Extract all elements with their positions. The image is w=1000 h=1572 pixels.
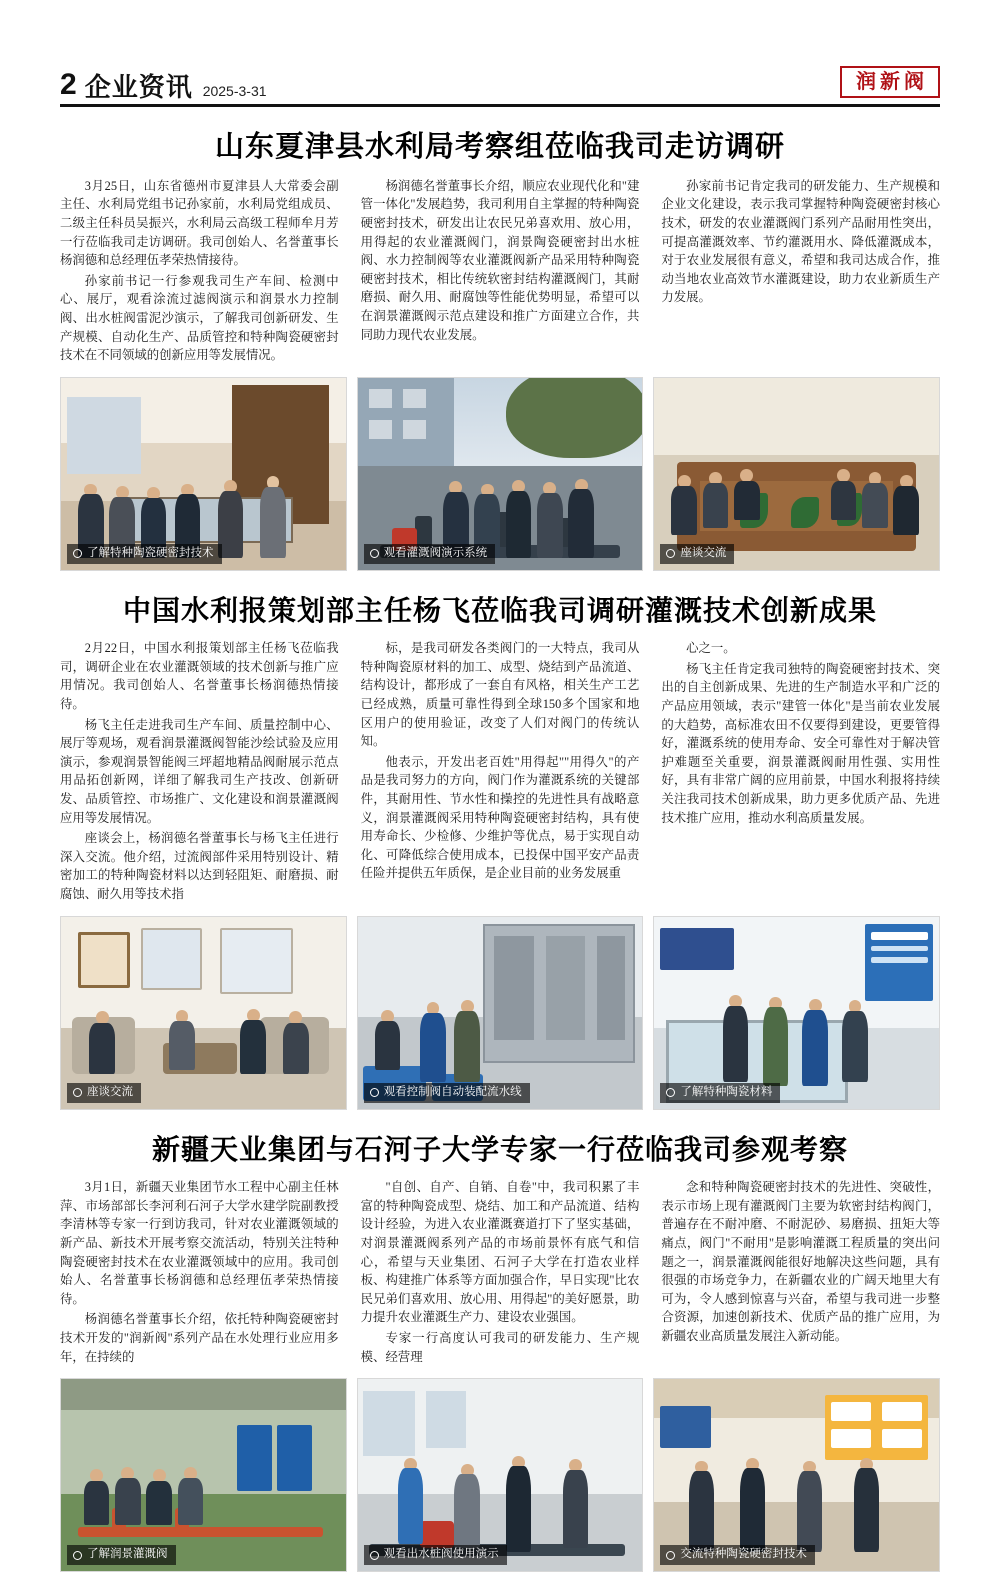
- caption-text: 座谈交流: [87, 1085, 133, 1098]
- photo-factory-line: [357, 916, 644, 1110]
- caption-dot-icon: [370, 1551, 379, 1560]
- caption-dot-icon: [370, 1088, 379, 1097]
- photo-caption: [67, 1545, 176, 1565]
- article-2-col-3: [661, 639, 940, 906]
- article-2-col-1: [60, 639, 339, 906]
- article-1-col-3: [661, 177, 940, 367]
- newspaper-page: [0, 42, 1000, 1561]
- masthead: [60, 42, 940, 107]
- photo-outdoor-demo: [60, 1378, 347, 1572]
- caption-text: 了解特种陶瓷材料: [680, 1085, 773, 1098]
- article-2-headline: 中国水利报策划部主任杨飞莅临我司调研灌溉技术创新成果: [122, 594, 877, 626]
- article-1-col-1: [60, 177, 339, 367]
- article-3-col-2: [361, 1178, 640, 1368]
- article-2: [60, 587, 940, 1110]
- photo-caption: [67, 1083, 141, 1103]
- caption-dot-icon: [73, 549, 82, 558]
- paragraph: 念和特种陶瓷硬密封技术的先进性、突破性，表示市场上现有灌溉阀门主要为软密封结构阀门，普遍存在不耐冲磨、不耐泥砂、易磨损、扭矩大等痛点，阀门"不耐用"是影响灌溉工程质量的突出问题之一，润景灌溉阀能很好地解决这些问题，具有很强的市场竞争力，在新疆农业的广阔天地里大有可为，令人感到惊喜与兴奋，希望与我司进一步整合资源，加速创新技术、优质产品的推广应用，为新疆农业高质量发展注入新动能。: [661, 1180, 941, 1343]
- photo-scene: [61, 378, 346, 570]
- caption-dot-icon: [73, 1551, 82, 1560]
- photo-caption: [660, 1545, 815, 1565]
- photo-caption: [364, 1545, 507, 1565]
- photo-showroom: [60, 377, 347, 571]
- caption-text: 座谈交流: [680, 546, 727, 559]
- photo-exhibit-case: [653, 916, 940, 1110]
- photo-meeting: [653, 377, 940, 571]
- article-2-col-2: [361, 639, 640, 906]
- photo-scene: [358, 917, 643, 1109]
- article-1-headline: 山东夏津县水利局考察组莅临我司走访调研: [214, 131, 785, 163]
- publication-date: 2025-3-31: [202, 83, 267, 99]
- paragraph: 专家一行高度认可我司的研发能力、生产规模、经营理: [360, 1330, 640, 1364]
- article-3-body: [60, 1178, 940, 1368]
- caption-text: 了解润景灌溉阀: [87, 1548, 168, 1561]
- photo-scene: [358, 1379, 643, 1571]
- paragraph: 座谈会上，杨润德名誉董事长与杨飞主任进行深入交流。他介绍，过流阀部件采用特别设计、精密加工的特种陶瓷材料以达到轻阻矩、耐磨损、耐腐蚀、耐久用等技术指: [60, 831, 339, 902]
- article-2-body: [60, 639, 940, 906]
- brand-logo: [840, 66, 940, 100]
- caption-text: 观看控制阀自动装配流水线: [383, 1085, 522, 1098]
- photo-scene: [61, 917, 346, 1109]
- paragraph: "自创、自产、自销、自卷"中，我司积累了丰富的特种陶瓷成型、烧结、加工和产品流道、结构设计经验，为进入农业灌溉赛道打下了坚实基础，对润景灌溉阀系列产品的市场前景怀有底气和信心，希望与天业集团、石河子大学在打造农业样板、构建推广体系等方面加强合作，早日实现"比农民兄弟们喜欢用、放心用、用得起"的美好愿景，助力提升农业灌溉生产力、建设农业强国。: [360, 1180, 640, 1325]
- caption-dot-icon: [73, 1088, 82, 1097]
- article-3-photos: [60, 1378, 940, 1572]
- photo-scene: [654, 1379, 939, 1571]
- paragraph: 杨润德名誉董事长介绍，顺应农业现代化和"建管一体化"发展趋势，我司利用自主掌握的特种陶瓷硬密封技术，研发出让农民兄弟喜欢用、放心用，用得起的农业灌溉阀门，润景陶瓷硬密封出水桩阀、水力控制阀等农业灌溉阀新产品采用特种陶瓷硬密封技术，相比传统软密封结构灌溉阀门，其耐磨损、耐久用、耐腐蚀等性能优势明显，希望可以在润景灌溉阀示范点建设和推广方面建立合作，共同助力现代农业发展。: [360, 178, 640, 342]
- caption-text: 观看灌溉阀演示系统: [383, 546, 488, 559]
- photo-valve-demo: [357, 1378, 644, 1572]
- photo-caption: [660, 544, 734, 564]
- paragraph: 他表示，开发出老百姓"用得起""用得久"的产品是我司努力的方向，阀门作为灌溉系统的关键部件，其耐用性、节水性和操控的先进性具有战略意义，润景灌溉阀采用特种陶瓷硬密封结构，具有使用寿命长、少检修、少维护等优点，易于实现自动化、可降低综合使用成本，已投保中国平安产品责任险并提供五年质保，是企业目前的业务发展重: [360, 754, 640, 881]
- article-3: [60, 1126, 940, 1572]
- article-2-photos: [60, 916, 940, 1110]
- caption-dot-icon: [666, 549, 675, 558]
- photo-caption: [67, 544, 222, 564]
- caption-text: 观看出水桩阀使用演示: [383, 1548, 499, 1561]
- photo-caption: [364, 1083, 530, 1103]
- paragraph: 3月25日，山东省德州市夏津县人大常委会副主任、水利局党组书记孙家前，水利局党组成员、二级主任科员吴振兴，水利局云高级工程师牟月芳一行莅临我司走访调研。我司创始人、名誉董事长杨润德和总经理伍孝荣热情接待。: [60, 178, 339, 268]
- paragraph: 标，是我司研发各类阀门的一大特点，我司从特种陶瓷原材料的加工、成型、烧结到产品流道、结构设计，都形成了一套自有风格，相关生产工艺已经成熟，质量可靠性得到全球150多个国家和地区用户的使用验证，改变了人们对阀门的传统认知。: [360, 641, 640, 749]
- page-number: 2: [60, 68, 77, 101]
- article-3-col-3: [661, 1178, 940, 1368]
- paragraph: 孙家前书记肯定我司的研发能力、生产规模和企业文化建设，表示我司掌握特种陶瓷硬密封核心技术，研发的农业灌溉阀门系列产品耐用性突出，可提高灌溉效率、节约灌溉用水、降低灌溉成本，对于农业发展很有意义，希望和我司达成合作，推动当地农业高效节水灌溉建设，助力农业新质生产力发展。: [661, 178, 941, 305]
- photo-sofa-room: [60, 916, 347, 1110]
- caption-dot-icon: [666, 1551, 675, 1560]
- paragraph: 3月1日，新疆天业集团节水工程中心副主任林萍、市场部部长李河利石河子大学水建学院副教授李清林等专家一行到访我司，针对农业灌溉领域的新产品、新技术开展考察交流活动，特别关注特种陶瓷硬密封技术在农业灌溉领域中的应用。我司创始人、名誉董事长杨润德和总经理伍孝荣热情接待。: [60, 1180, 339, 1306]
- article-1-body: [60, 177, 940, 367]
- photo-scene: [654, 378, 939, 570]
- caption-dot-icon: [666, 1088, 675, 1097]
- article-1-photos: [60, 377, 940, 571]
- article-3-col-1: [60, 1178, 339, 1368]
- article-3-headline: 新疆天业集团与石河子大学专家一行莅临我司参观考察: [151, 1133, 848, 1165]
- brand-label: 润新阀: [840, 66, 940, 98]
- photo-caption: [660, 1083, 780, 1103]
- article-1-col-2: [361, 177, 640, 367]
- photo-caption: [364, 544, 496, 564]
- photo-showroom2: [653, 1378, 940, 1572]
- paragraph: 杨润德名誉董事长介绍，依托特种陶瓷硬密封技术开发的"润新阀"系列产品在水处理行业应用多年，在持续的: [60, 1312, 339, 1364]
- caption-text: 了解特种陶瓷硬密封技术: [87, 546, 214, 559]
- photo-scene: [358, 378, 643, 570]
- section-title: 企业资讯: [84, 72, 193, 102]
- paragraph: 杨飞主任走进我司生产车间、质量控制中心、展厅等观场，观看润景灌溉阀智能沙绘试验及应用演示，参观润景智能阀三坪超地精品阀耐展示范点用品拓创新网，详细了解我司生产技改、创新研发、品质管控、市场推广、文化建设和润景灌溉阀应用等发展情况。: [60, 717, 339, 825]
- paragraph: 杨飞主任肯定我司独特的陶瓷硬密封技术、突出的自主创新成果、先进的生产制造水平和广泛的产品应用领域，表示"建管一体化"是当前农业发展的大趋势，高标准农田不仅要得到建设，更要管得好，灌溉系统的使用寿命、安全可靠性对于解决管护难题至关重要，润景灌溉阀耐用性强、实用性好，具有非常广阔的应用前景，中国水利报将持续关注我司技术创新成果，助力更多优质产品、先进技术推广应用，推动水利高质量发展。: [661, 661, 941, 825]
- paragraph: 2月22日，中国水利报策划部主任杨飞莅临我司，调研企业在农业灌溉领域的技术创新与推广应用情况。我司创始人、名誉董事长杨润德热情接待。: [60, 641, 339, 711]
- photo-outdoor-pipes: [357, 377, 644, 571]
- paragraph: 心之一。: [686, 641, 736, 656]
- photo-scene: [61, 1379, 346, 1571]
- caption-dot-icon: [370, 549, 379, 558]
- paragraph: 孙家前书记一行参观我司生产车间、检测中心、展厅，观看涂流过滤阀演示和润景水力控制阀、出水桩阀雷泥沙演示，了解我司创新研发、生产规模、自动化生产、品质管控和特种陶瓷硬密封技术在不同领域的创新应用等发展情况。: [60, 273, 339, 363]
- photo-scene: [654, 917, 939, 1109]
- caption-text: 交流特种陶瓷硬密封技术: [680, 1548, 807, 1561]
- article-1: [60, 123, 940, 571]
